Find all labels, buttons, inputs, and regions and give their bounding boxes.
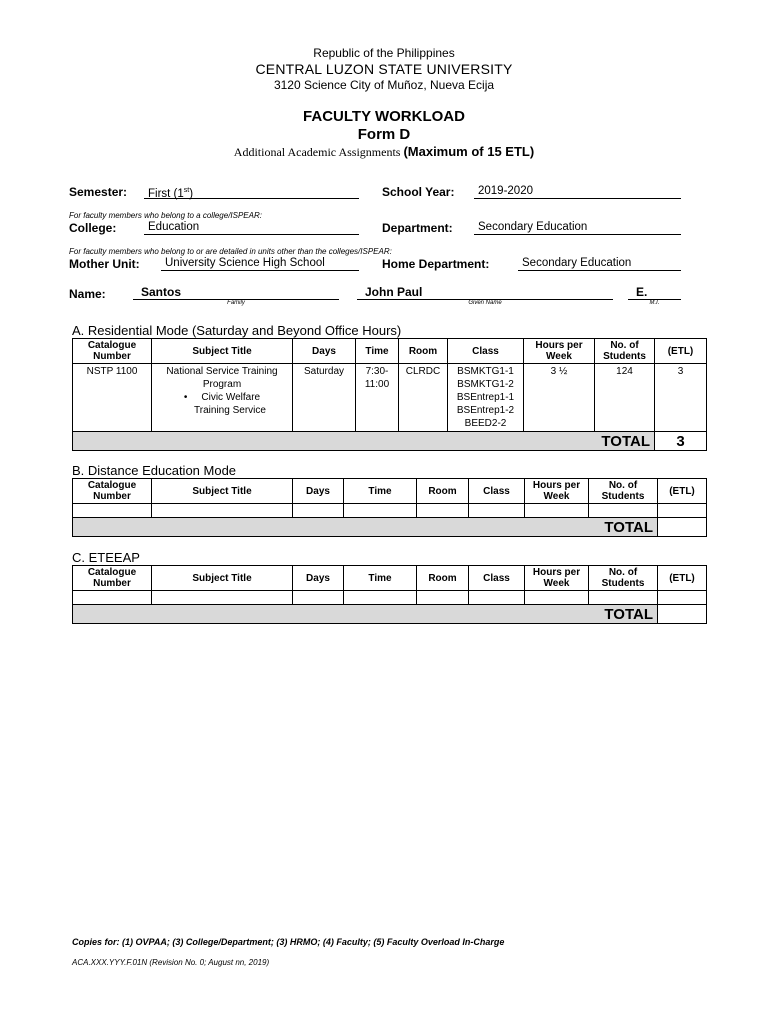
class-item: BEED2-2 xyxy=(464,418,507,429)
home-department-value: Secondary Education xyxy=(518,256,681,271)
class-item: BSEntrep1-1 xyxy=(456,392,515,403)
empty-cell xyxy=(589,504,658,518)
total-row xyxy=(73,605,707,624)
section-c-title: C. ETEEAP xyxy=(72,550,140,565)
empty-cell xyxy=(152,591,293,605)
total-label: TOTAL xyxy=(73,518,658,537)
table-row xyxy=(73,591,707,605)
school-year-value: 2019-2020 xyxy=(474,184,681,199)
col-etl: (ETL) xyxy=(658,566,707,591)
subject-cell xyxy=(152,364,293,432)
table-header-row xyxy=(73,339,707,364)
col-class: Class xyxy=(469,566,525,591)
empty-cell xyxy=(525,504,589,518)
university-name: CENTRAL LUZON STATE UNIVERSITY xyxy=(255,61,513,77)
empty-cell xyxy=(658,591,707,605)
semester-close: ) xyxy=(189,187,194,200)
section-b-title: B. Distance Education Mode xyxy=(72,463,237,478)
total-row xyxy=(73,518,707,537)
col-class: Class xyxy=(448,339,524,364)
eteeap-table xyxy=(72,565,707,624)
col-subject: Subject Title xyxy=(152,479,293,504)
table-row xyxy=(73,364,707,432)
col-students: No. of Students xyxy=(589,566,658,591)
total-value xyxy=(658,605,707,624)
students-cell: 124 xyxy=(595,364,655,432)
university-address: 3120 Science City of Muñoz, Nueva Ecija xyxy=(273,78,495,92)
catalogue-cell: NSTP 1100 xyxy=(73,364,152,432)
class-item: BSEntrep1-2 xyxy=(456,405,515,416)
col-hours: Hours per Week xyxy=(525,566,589,591)
republic-line: Republic of the Philippines xyxy=(313,46,455,60)
section-a-title: A. Residential Mode (Saturday and Beyond Office Hours) xyxy=(72,323,402,338)
subtitle-text: Additional Academic Assignments xyxy=(233,145,401,159)
col-subject: Subject Title xyxy=(152,339,293,364)
empty-cell xyxy=(589,591,658,605)
total-label: TOTAL xyxy=(73,605,658,624)
semester-label: Semester: xyxy=(69,185,128,199)
mother-unit-label: Mother Unit: xyxy=(69,257,140,271)
empty-cell xyxy=(152,504,293,518)
distance-table xyxy=(72,478,707,537)
col-hours: Hours per Week xyxy=(524,339,595,364)
college-note: For faculty members who belong to a college/ISPEAR: xyxy=(69,211,262,220)
col-time: Time xyxy=(356,339,399,364)
empty-cell xyxy=(344,591,417,605)
college-label: College: xyxy=(69,221,117,235)
empty-cell xyxy=(417,504,469,518)
col-room: Room xyxy=(417,566,469,591)
total-value: 3 xyxy=(655,432,707,451)
empty-cell xyxy=(293,591,344,605)
time-cell xyxy=(356,364,399,432)
time-line: 11:00 xyxy=(364,379,390,390)
subject-line: Program xyxy=(202,379,242,390)
unit-note: For faculty members who belong to or are detailed in units other than the colleges/ISPEAR: xyxy=(69,247,392,256)
school-year-label: School Year: xyxy=(382,185,455,199)
document-code: ACA.XXX.YYY.F.01N (Revision No. 0; August nn, 2019) xyxy=(72,958,270,967)
semester-value: First (1 xyxy=(148,187,184,200)
class-cell xyxy=(448,364,524,432)
form-title: FACULTY WORKLOAD xyxy=(303,108,465,125)
family-caption: Family xyxy=(227,300,245,306)
semester-sup: st xyxy=(183,187,190,194)
residential-table xyxy=(72,338,707,451)
empty-cell xyxy=(417,591,469,605)
hours-cell: 3 ½ xyxy=(524,364,595,432)
empty-cell xyxy=(658,504,707,518)
college-value: Education xyxy=(144,220,359,235)
col-hours: Hours per Week xyxy=(525,479,589,504)
empty-cell xyxy=(525,591,589,605)
mi-caption: M.I. xyxy=(649,300,660,306)
col-days: Days xyxy=(293,479,344,504)
col-students: No. of Students xyxy=(595,339,655,364)
col-time: Time xyxy=(344,566,417,591)
family-name: Santos xyxy=(133,285,339,300)
subject-line: National Service Training xyxy=(166,366,278,377)
department-label: Department: xyxy=(382,221,453,235)
empty-cell xyxy=(73,591,152,605)
class-item: BSMKTG1-2 xyxy=(457,379,514,390)
empty-cell xyxy=(469,591,525,605)
subject-line: Training Service xyxy=(194,405,266,416)
total-label: TOTAL xyxy=(73,432,655,451)
room-cell: CLRDC xyxy=(399,364,448,432)
empty-cell xyxy=(73,504,152,518)
semester-field xyxy=(144,184,359,199)
given-name: John Paul xyxy=(357,285,613,300)
form-code: Form D xyxy=(357,126,411,143)
col-room: Room xyxy=(417,479,469,504)
copies-note: Copies for: (1) OVPAA; (3) College/Department; (3) HRMO; (4) Faculty; (5) Faculty Overload In-Charge xyxy=(72,937,505,947)
class-item: BSMKTG1-1 xyxy=(457,366,514,377)
name-label: Name: xyxy=(69,287,106,301)
home-department-label: Home Department: xyxy=(382,257,490,271)
etl-cell: 3 xyxy=(655,364,707,432)
table-header-row xyxy=(73,566,707,591)
col-room: Room xyxy=(399,339,448,364)
table-header-row xyxy=(73,479,707,504)
empty-cell xyxy=(469,504,525,518)
col-catalogue: Catalogue Number xyxy=(73,566,152,591)
mother-unit-value: University Science High School xyxy=(161,256,359,271)
col-time: Time xyxy=(344,479,417,504)
total-row xyxy=(73,432,707,451)
col-days: Days xyxy=(293,339,356,364)
middle-initial: E. xyxy=(628,285,681,300)
subtitle-max: (Maximum of 15 ETL) xyxy=(403,144,535,159)
department-value: Secondary Education xyxy=(474,220,681,235)
given-caption: Given Name xyxy=(468,300,502,306)
col-days: Days xyxy=(293,566,344,591)
empty-cell xyxy=(344,504,417,518)
subject-bullet: • Civic Welfare xyxy=(152,391,292,404)
time-line: 7:30- xyxy=(365,366,389,377)
col-etl: (ETL) xyxy=(658,479,707,504)
col-subject: Subject Title xyxy=(152,566,293,591)
col-students: No. of Students xyxy=(589,479,658,504)
col-class: Class xyxy=(469,479,525,504)
form-subtitle xyxy=(0,144,768,160)
days-cell: Saturday xyxy=(293,364,356,432)
total-value xyxy=(658,518,707,537)
col-etl: (ETL) xyxy=(655,339,707,364)
col-catalogue: Catalogue Number xyxy=(73,479,152,504)
empty-cell xyxy=(293,504,344,518)
col-catalogue: Catalogue Number xyxy=(73,339,152,364)
table-row xyxy=(73,504,707,518)
